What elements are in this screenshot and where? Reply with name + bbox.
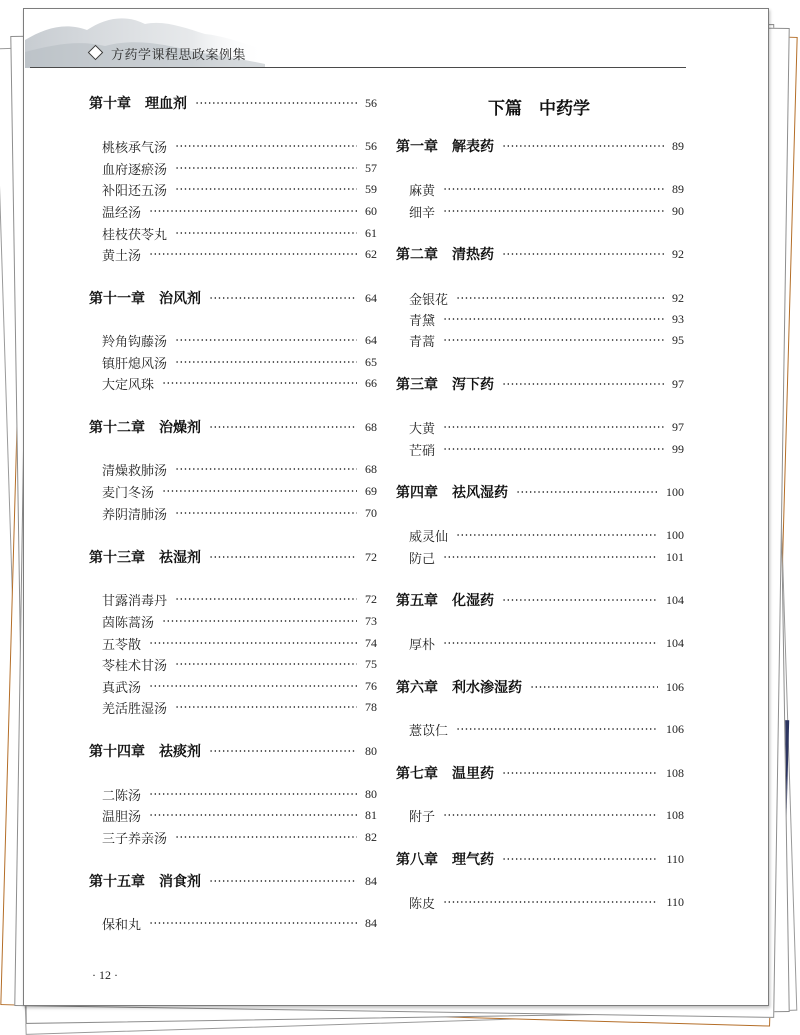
- dot-leader: [456, 534, 658, 536]
- page-ref: 89: [672, 181, 684, 196]
- dot-leader: [502, 772, 658, 774]
- toc-item-entry[interactable]: [409, 720, 684, 738]
- page-ref: 84: [365, 915, 377, 930]
- toc-item-entry[interactable]: [102, 224, 377, 242]
- section-heading: 下篇 中药学: [488, 99, 590, 119]
- toc-item-entry[interactable]: [409, 440, 684, 458]
- page-ref: 106: [666, 721, 684, 736]
- page-ref: 65: [365, 354, 377, 369]
- dot-leader: [502, 253, 664, 255]
- page-ref: 81: [365, 807, 377, 822]
- item-title: 清燥救肺汤: [102, 463, 168, 479]
- item-title: 大定风珠: [102, 377, 155, 393]
- toc-item-entry[interactable]: [102, 634, 377, 652]
- toc-item-entry[interactable]: [102, 460, 377, 478]
- toc-item-entry[interactable]: [102, 374, 377, 392]
- running-header: 方药学课程思政案例集: [111, 48, 247, 63]
- dot-leader: [502, 858, 658, 860]
- toc-chapter-entry[interactable]: [89, 548, 377, 566]
- toc-chapter-entry[interactable]: [89, 742, 377, 760]
- item-title: 黄土汤: [102, 248, 142, 264]
- dot-leader: [175, 188, 357, 190]
- item-title: 金银花: [409, 292, 449, 308]
- item-title: 大黄: [409, 421, 436, 437]
- dot-leader: [443, 210, 664, 212]
- item-title: 防己: [409, 551, 436, 567]
- item-title: 桃核承气汤: [102, 140, 168, 156]
- page-ref: 73: [365, 613, 377, 628]
- page-ref: 99: [672, 441, 684, 456]
- page-ref: 68: [365, 461, 377, 476]
- toc-item-entry[interactable]: [102, 655, 377, 673]
- page-ref: 78: [365, 699, 377, 714]
- dot-leader: [443, 642, 658, 644]
- page-ref: 90: [672, 203, 684, 218]
- dot-leader: [443, 814, 658, 816]
- dot-leader: [443, 318, 664, 320]
- page-ref: 64: [365, 332, 377, 347]
- dot-leader: [443, 188, 664, 190]
- chapter-title: 第七章 温里药: [396, 766, 494, 782]
- item-title: 三子养亲汤: [102, 831, 168, 847]
- toc-chapter-entry[interactable]: [396, 678, 684, 696]
- item-title: 茵陈蒿汤: [102, 615, 155, 631]
- dot-leader: [443, 426, 664, 428]
- toc-item-entry[interactable]: [102, 202, 377, 220]
- item-title: 羌活胜湿汤: [102, 701, 168, 717]
- dot-leader: [175, 339, 357, 341]
- toc-item-entry[interactable]: [102, 612, 377, 630]
- page-ref: 97: [672, 419, 684, 434]
- dot-leader: [149, 642, 357, 644]
- toc-item-entry[interactable]: [102, 353, 377, 371]
- chapter-title: 第十四章 祛痰剂: [89, 744, 201, 760]
- page-ref: 72: [365, 591, 377, 606]
- dot-leader: [209, 297, 357, 299]
- toc-item-entry[interactable]: [102, 245, 377, 263]
- item-title: 芒硝: [409, 443, 436, 459]
- page-ref: 62: [365, 246, 377, 261]
- dot-leader: [456, 297, 664, 299]
- toc-chapter-entry[interactable]: [396, 483, 684, 501]
- page-ref: 64: [365, 290, 377, 305]
- page-ref: 106: [666, 679, 684, 694]
- item-title: 厚朴: [409, 637, 436, 653]
- toc-item-entry[interactable]: [102, 590, 377, 608]
- dot-leader: [443, 901, 658, 903]
- item-title: 附子: [409, 809, 436, 825]
- dot-leader: [162, 620, 357, 622]
- toc-item-entry[interactable]: [409, 331, 684, 349]
- dot-leader: [502, 145, 664, 147]
- item-title: 薏苡仁: [409, 723, 449, 739]
- toc-item-entry[interactable]: [102, 180, 377, 198]
- page-ref: 95: [672, 332, 684, 347]
- item-title: 补阳还五汤: [102, 183, 168, 199]
- toc-chapter-entry[interactable]: [396, 245, 684, 263]
- toc-item-entry[interactable]: [409, 310, 684, 328]
- chapter-title: 第十一章 治风剂: [89, 291, 201, 307]
- dot-leader: [149, 793, 357, 795]
- page-ref: 80: [365, 743, 377, 758]
- toc-item-entry[interactable]: [102, 677, 377, 695]
- chapter-title: 第十五章 消食剂: [89, 874, 201, 890]
- chapter-title: 第一章 解表药: [396, 139, 494, 155]
- page-ref: 59: [365, 181, 377, 196]
- page-ref: 56: [365, 95, 377, 110]
- dot-leader: [195, 102, 357, 104]
- item-title: 青黛: [409, 313, 436, 329]
- item-title: 血府逐瘀汤: [102, 162, 168, 178]
- toc-item-entry[interactable]: [102, 482, 377, 500]
- page-ref: 56: [365, 138, 377, 153]
- chapter-title: 第六章 利水渗湿药: [396, 680, 522, 696]
- item-title: 养阴清肺汤: [102, 507, 168, 523]
- page-ref: 72: [365, 549, 377, 564]
- dot-leader: [149, 685, 357, 687]
- page-ref: 89: [672, 138, 684, 153]
- dot-leader: [149, 210, 357, 212]
- dot-leader: [443, 556, 658, 558]
- page-ref: 84: [365, 873, 377, 888]
- page-ref: 69: [365, 483, 377, 498]
- item-title: 苓桂术甘汤: [102, 658, 168, 674]
- page-ref: 97: [672, 376, 684, 391]
- page-ref: 92: [672, 246, 684, 261]
- dot-leader: [443, 448, 664, 450]
- toc-chapter-entry[interactable]: [396, 764, 684, 782]
- chapter-title: 第十二章 治燥剂: [89, 420, 201, 436]
- chapter-title: 第四章 祛风湿药: [396, 485, 508, 501]
- toc-item-entry[interactable]: [102, 828, 377, 846]
- page-ref: 93: [672, 311, 684, 326]
- toc-item-entry[interactable]: [102, 137, 377, 155]
- toc-chapter-entry[interactable]: [396, 137, 684, 155]
- item-title: 桂枝茯苓丸: [102, 227, 168, 243]
- toc-item-entry[interactable]: [102, 504, 377, 522]
- dot-leader: [502, 599, 658, 601]
- item-title: 羚角钩藤汤: [102, 334, 168, 350]
- dot-leader: [175, 512, 357, 514]
- toc-item-entry[interactable]: [102, 914, 377, 932]
- page-ref: 82: [365, 829, 377, 844]
- dot-leader: [175, 361, 357, 363]
- dot-leader: [175, 468, 357, 470]
- toc-item-entry[interactable]: [409, 893, 684, 911]
- dot-leader: [530, 686, 658, 688]
- toc-item-entry[interactable]: [409, 526, 684, 544]
- item-title: 青蒿: [409, 334, 436, 350]
- toc-item-entry[interactable]: [102, 159, 377, 177]
- item-title: 五苓散: [102, 637, 142, 653]
- page-ref: 80: [365, 786, 377, 801]
- toc-item-entry[interactable]: [409, 180, 684, 198]
- item-title: 保和丸: [102, 917, 142, 933]
- toc-chapter-entry[interactable]: [396, 375, 684, 393]
- page-ref: 75: [365, 656, 377, 671]
- chapter-title: 第二章 清热药: [396, 247, 494, 263]
- page-ref: 74: [365, 635, 377, 650]
- dot-leader: [209, 750, 357, 752]
- page-ref: 100: [666, 527, 684, 542]
- dot-leader: [175, 232, 357, 234]
- item-title: 细辛: [409, 205, 436, 221]
- toc-item-entry[interactable]: [409, 289, 684, 307]
- dot-leader: [209, 880, 357, 882]
- header-rule: [30, 67, 686, 68]
- item-title: 甘露消毒丹: [102, 593, 168, 609]
- page-ref: 60: [365, 203, 377, 218]
- dot-leader: [149, 922, 357, 924]
- dot-leader: [516, 491, 658, 493]
- toc-item-entry[interactable]: [102, 785, 377, 803]
- toc-chapter-entry[interactable]: [89, 94, 377, 112]
- dot-leader: [162, 490, 357, 492]
- dot-leader: [209, 426, 357, 428]
- dot-leader: [456, 728, 658, 730]
- page-ref: 110: [666, 894, 684, 909]
- chapter-title: 第五章 化湿药: [396, 593, 494, 609]
- item-title: 真武汤: [102, 680, 142, 696]
- page-ref: 76: [365, 678, 377, 693]
- toc-item-entry[interactable]: [409, 634, 684, 652]
- toc-chapter-entry[interactable]: [89, 418, 377, 436]
- page-ref: 108: [666, 765, 684, 780]
- page-ref: 110: [666, 851, 684, 866]
- item-title: 陈皮: [409, 896, 436, 912]
- page-ref: 100: [666, 484, 684, 499]
- dot-leader: [175, 706, 357, 708]
- page-ref: 104: [666, 592, 684, 607]
- page-ref: 68: [365, 419, 377, 434]
- chapter-title: 第十章 理血剂: [89, 96, 187, 112]
- page-number: · 12 ·: [92, 968, 118, 982]
- toc-item-entry[interactable]: [409, 548, 684, 566]
- toc-chapter-entry[interactable]: [396, 850, 684, 868]
- page-ref: 61: [365, 225, 377, 240]
- item-title: 温胆汤: [102, 809, 142, 825]
- dot-leader: [149, 253, 357, 255]
- toc-item-entry[interactable]: [409, 806, 684, 824]
- item-title: 威灵仙: [409, 529, 449, 545]
- toc-item-entry[interactable]: [409, 418, 684, 436]
- page-ref: 66: [365, 375, 377, 390]
- dot-leader: [175, 145, 357, 147]
- dot-leader: [149, 814, 357, 816]
- page-ref: 108: [666, 807, 684, 822]
- toc-item-entry[interactable]: [102, 698, 377, 716]
- dot-leader: [502, 383, 664, 385]
- dot-leader: [443, 339, 664, 341]
- page-ref: 101: [666, 549, 684, 564]
- dot-leader: [175, 598, 357, 600]
- item-title: 麻黄: [409, 183, 436, 199]
- chapter-title: 第八章 理气药: [396, 852, 494, 868]
- item-title: 温经汤: [102, 205, 142, 221]
- item-title: 镇肝熄风汤: [102, 356, 168, 372]
- item-title: 二陈汤: [102, 788, 142, 804]
- toc-item-entry[interactable]: [102, 331, 377, 349]
- dot-leader: [162, 382, 357, 384]
- page-ref: 92: [672, 290, 684, 305]
- toc-item-entry[interactable]: [409, 202, 684, 220]
- page-ref: 57: [365, 160, 377, 175]
- toc-item-entry[interactable]: [102, 806, 377, 824]
- toc-chapter-entry[interactable]: [89, 289, 377, 307]
- page-ref: 70: [365, 505, 377, 520]
- toc-chapter-entry[interactable]: [89, 872, 377, 890]
- chapter-title: 第三章 泻下药: [396, 377, 494, 393]
- chapter-title: 第十三章 祛湿剂: [89, 550, 201, 566]
- toc-chapter-entry[interactable]: [396, 591, 684, 609]
- page-ref: 104: [666, 635, 684, 650]
- item-title: 麦门冬汤: [102, 485, 155, 501]
- dot-leader: [175, 663, 357, 665]
- dot-leader: [209, 556, 357, 558]
- dot-leader: [175, 167, 357, 169]
- dot-leader: [175, 836, 357, 838]
